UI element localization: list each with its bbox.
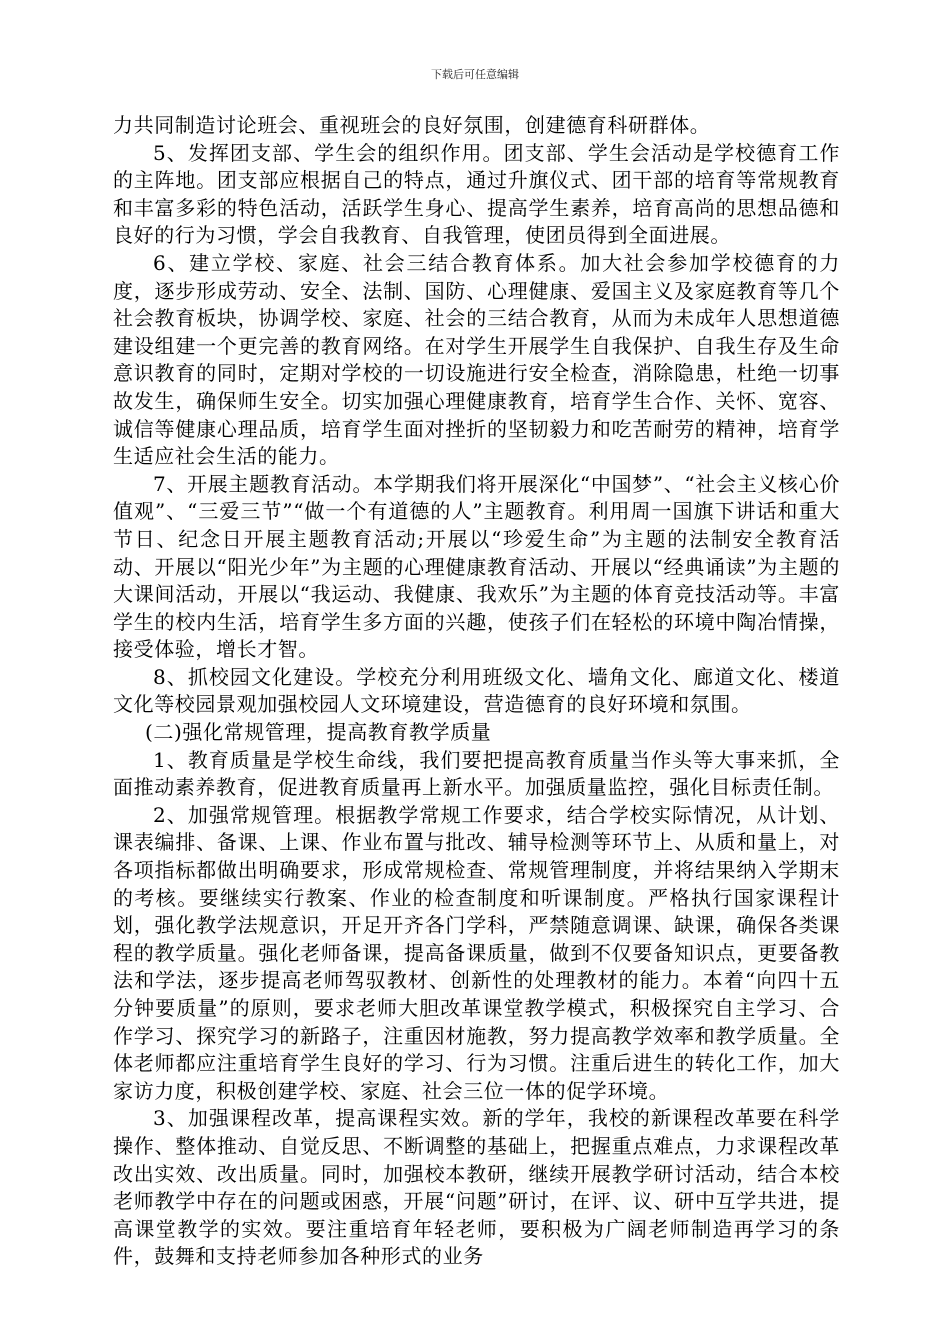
paragraph-item-1: 1、教育质量是学校生命线，我们要把提高教育质量当作头等大事来抓，全面推动素养教育，促进教育质量再上新水平。加强质量监控，强化目标责任制。 (113, 747, 840, 800)
paragraph-continuation: 力共同制造讨论班会、重视班会的良好氛围，创建德育科研群体。 (113, 113, 711, 137)
paragraph-item-8: 8、抓校园文化建设。学校充分利用班级文化、墙角文化、廊道文化、楼道文化等校园景观加强校园人文环境建设，营造德育的良好环境和氛围。 (113, 664, 840, 717)
paragraph-item-7: 7、开展主题教育活动。本学期我们将开展深化“中国梦”、“社会主义核心价值观”、“三爱三节”“做一个有道德的人”主题教育。利用周一国旗下讲话和重大节日、纪念日开展主题教育活动;开展以“珍爱生命”为主题的法制安全教育活动、开展以“阳光少年”为主题的心理健康教育活动、开展以“经典诵读”为主题的大课间活动，开展以“我运动、我健康、我欢乐”为主题的体育竞技活动等。丰富学生的校内生活，培育学生多方面的兴趣，使孩子们在轻松的环境中陶冶情操，接受体验，增长才智。 (113, 471, 840, 662)
page-header: 下载后可任意编辑 (431, 68, 519, 81)
paragraph-item-3: 3、加强课程改革，提高课程实效。新的学年，我校的新课程改革要在科学操作、整体推动、自觉反思、不断调整的基础上，把握重点难点，力求课程改革改出实效、改出质量。同时，加强校本教研，继续开展教学研讨活动，结合本校老师教学中存在的问题或困惑，开展“问题”研讨，在评、议、研中互学共进，提高课堂教学的实效。要注重培育年轻老师，要积极为广阔老师制造再学习的条件，鼓舞和支持老师参加各种形式的业务 (113, 1106, 840, 1269)
paragraph-item-5: 5、发挥团支部、学生会的组织作用。团支部、学生会活动是学校德育工作的主阵地。团支部应根据自己的特点，通过升旗仪式、团干部的培育等常规教育和丰富多彩的特色活动，活跃学生身心、提高学生素养，培育高尚的思想品德和良好的行为习惯，学会自我教育、自我管理，使团员得到全面进展。 (113, 140, 840, 248)
document-body (113, 112, 840, 1271)
section-heading: (二)强化常规管理，提高教育教学质量 (145, 720, 492, 745)
paragraph-item-2: 2、加强常规管理。根据教学常规工作要求，结合学校实际情况，从计划、课表编排、备课、上课、作业布置与批改、辅导检测等环节上、从质和量上，对各项指标都做出明确要求，形成常规检查、常规管理制度，并将结果纳入学期末的考核。要继续实行教案、作业的检查制度和听课制度。严格执行国家课程计划，强化教学法规意识，开足开齐各门学科，严禁随意调课、缺课，确保各类课程的教学质量。强化老师备课，提高备课质量，做到不仅要备知识点，更要备教法和学法，逐步提高老师驾驭教材、创新性的处理教材的能力。本着“向四十五分钟要质量”的原则，要求老师大胆改革课堂教学模式，积极探究自主学习、合作学习、探究学习的新路子，注重因材施教，努力提高教学效率和教学质量。全体老师都应注重培育学生良好的学习、行为习惯。注重后进生的转化工作，加大家访力度，积极创建学校、家庭、社会三位一体的促学环境。 (113, 802, 840, 1103)
paragraph-item-6: 6、建立学校、家庭、社会三结合教育体系。加大社会参加学校德育的力度，逐步形成劳动、安全、法制、国防、心理健康、爱国主义及家庭教育等几个社会教育板块，协调学校、家庭、社会的三结合教育，从而为未成年人思想道德建设组建一个更完善的教育网络。在对学生开展学生自我保护、自我生存及生命意识教育的同时，定期对学校的一切设施进行安全检查，消除隐患，杜绝一切事故发生，确保师生安全。切实加强心理健康教育，培育学生合作、关怀、宽容、诚信等健康心理品质，培育学生面对挫折的坚韧毅力和吃苦耐劳的精神，培育学生适应社会生活的能力。 (113, 250, 840, 469)
